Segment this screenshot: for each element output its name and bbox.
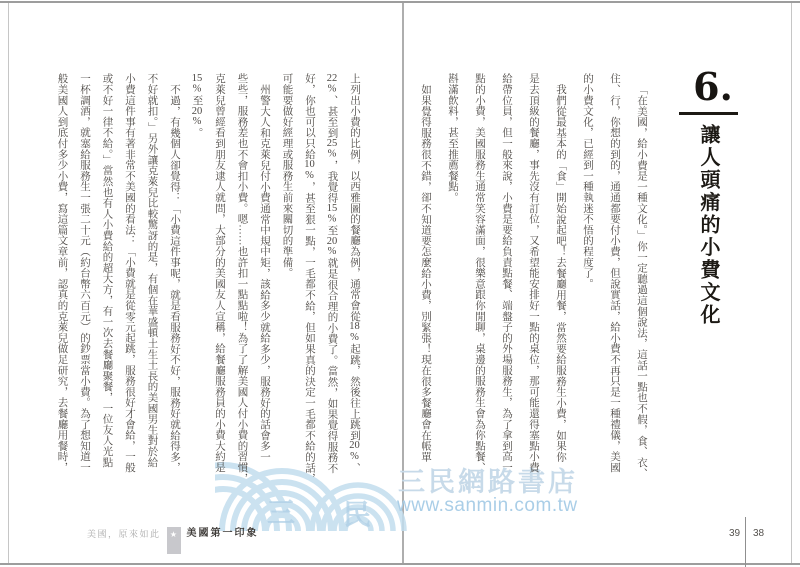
text-column: 好，你也可以只給10%，甚至狠一點，一毛都不給，但如果真的決定一毛都不給的話， — [304, 73, 315, 484]
text-column: 一杯調酒，就塞給服務生一張二十元（約台幣六百元）的鈔票當小費。為了想知道一 — [79, 73, 90, 473]
text-column: 住、行，你想的到的，通通都要付小費，但說實話，給小費不再只是一種禮儀，美國 — [609, 73, 620, 473]
text-column: 上列出小費的比例，以西雅圖的餐廳為例，通常會從18%起跳，然後往上跳到20%、 — [349, 73, 360, 474]
scan-border-left — [8, 3, 9, 563]
text-column: 我們從最基本的「食」開始說起吧！去餐廳用餐，當然要給服務生小費，如果你 — [555, 84, 566, 462]
text-column: 是去頂級的餐廳，事先沒有訂位，又希望能安排好一點的桌位，那可能還得塞點小費 — [528, 73, 539, 473]
book-title: 美國，原來如此 — [87, 529, 161, 539]
logo-char-san: 三 — [266, 498, 296, 529]
watermark-url: www.sanmin.com.tw — [397, 495, 578, 516]
text-column: 15%至20%。 — [191, 73, 203, 139]
logo-char-min: 民 — [342, 500, 372, 531]
text-column: 可能要做好經理或服務生前來關切的準備。 — [281, 73, 293, 279]
right-page-body — [412, 73, 655, 505]
text-column: 點的小費，美國服務生通常笑容滿面，很樂意跟你閒聊，桌邊的服務生會為你點餐、 — [474, 73, 485, 473]
text-column: 克萊兒曾經看到朋友逮人就問，大部分的美國友人宣稱，給餐廳服務員的小費大約是 — [214, 73, 225, 473]
chapter-rule — [679, 112, 738, 115]
text-column: 的小費文化，已經到一種執迷不悟的程度了。 — [582, 73, 593, 289]
text-column: 州警大人和克萊兒付小費通常中規中矩，該給多少就給多少，服務好的話會多一 — [259, 84, 270, 462]
page-spine-divider — [402, 3, 404, 563]
text-column: 給帶位員，但一般來說，小費是要給負責點餐、端盤子的外場服務生，為了拿到高一 — [501, 73, 512, 473]
section-badge — [167, 527, 181, 554]
text-column: 22%、甚至到25%，我覺得15%至20%就是很合理的小費了。當然，如果覺得服務不 — [326, 73, 338, 474]
text-column: 不好就扣。」另外讓克萊兒比較驚訝的是，有個在華盛頓土生土長的美國男生對於給 — [146, 73, 158, 468]
watermark-store-name: 三民網路書店 — [398, 467, 578, 497]
chapter-title: 讓人頭痛的小費文化 — [697, 124, 719, 327]
chapter-number: 6. — [693, 64, 733, 109]
scan-border-top — [0, 1, 800, 3]
text-column: 斟滿飲料，甚至推薦餐點。 — [447, 73, 458, 203]
text-column: 般美國人到底付多少小費，寫這篇文章前，認真的克萊兒做足研究，去餐廳用餐時， — [56, 73, 68, 473]
text-column: 不過，有幾個人卻覺得：「小費這件事呢，就是看服務好不好，服務好就給得多， — [169, 84, 180, 473]
left-page-footer — [87, 528, 259, 554]
scan-border-bottom — [0, 563, 800, 565]
left-page-body — [50, 73, 365, 505]
section-title: 美國第一印象 — [186, 528, 259, 539]
text-column: 「在美國，給小費是一種文化。」你一定聽過這個說法，這話一點也不假，食、衣、 — [636, 84, 647, 479]
page-number-right: 38 — [753, 528, 765, 539]
text-column: 些些，服務差也不會扣小費。嗯……也許扣一點點啦！為了了解美國人付小費的習慣， — [236, 73, 248, 484]
star-icon: ★ — [169, 530, 178, 539]
page-number-left: 39 — [729, 528, 741, 539]
page-number-divider — [745, 517, 746, 567]
text-column: 如果覺得服務很不錯，卻不知道要怎麼給小費，別緊張！現在很多餐廳會在帳單 — [420, 84, 431, 462]
scan-border-right — [791, 3, 792, 563]
text-column: 小費這件事有著非常不美國的看法：「小費就是從零元起跳，服務很好才會給，一般 — [124, 73, 135, 473]
text-column: 或不好一律不給。」當然也有人小費給的超大方，有一次去餐廳聚餐，一位友人光點 — [101, 73, 113, 468]
